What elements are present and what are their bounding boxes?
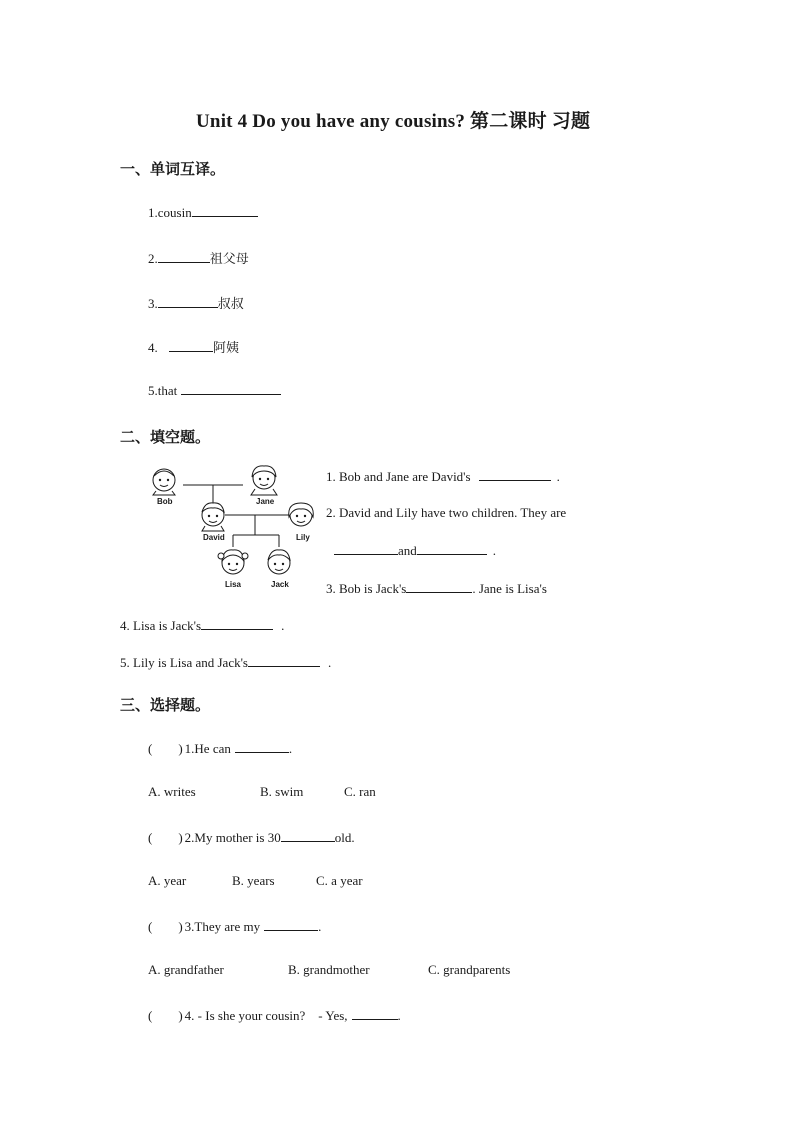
fill-question-2-continued xyxy=(334,542,496,559)
tree-label-lily: Lily xyxy=(296,533,310,542)
vocab-item-4-word: 阿姨 xyxy=(213,341,240,356)
answer-blank[interactable] xyxy=(281,829,335,842)
vocab-item-4-number: 4. xyxy=(148,340,161,355)
page-title: Unit 4 Do you have any cousins? 第二课时 习题 xyxy=(196,111,591,132)
fill-question-1-end: . xyxy=(556,469,560,484)
lisa-face-icon xyxy=(218,550,248,574)
answer-blank[interactable] xyxy=(248,654,320,667)
vocab-item-1 xyxy=(148,204,258,221)
vocab-item-3-word: 叔叔 xyxy=(217,297,244,312)
vocab-item-5 xyxy=(148,382,281,399)
fill-question-5-text: 5. Lily is Lisa and Jack's xyxy=(120,655,248,670)
tree-label-jack: Jack xyxy=(271,580,289,589)
choice-option-3c[interactable]: C. grandparents xyxy=(428,962,511,977)
choice-question-2-stem: 2.My mother is 30 xyxy=(184,830,281,845)
choice-option-3a[interactable]: A. grandfather xyxy=(148,962,224,977)
choice-question-3-stem: 3.They are my xyxy=(184,919,261,934)
answer-blank[interactable] xyxy=(264,918,318,931)
choice-question-2 xyxy=(148,829,355,846)
choice-option-3b[interactable]: B. grandmother xyxy=(288,962,370,977)
answer-blank[interactable] xyxy=(479,468,551,481)
choice-question-3 xyxy=(148,918,321,935)
answer-blank[interactable] xyxy=(201,617,273,630)
fill-question-2-and: and xyxy=(398,543,417,558)
vocab-item-4 xyxy=(148,337,239,356)
answer-paren[interactable]: ( ) xyxy=(148,830,183,845)
tree-label-jane: Jane xyxy=(256,497,275,506)
section-heading-choice: 三、选择题。 xyxy=(120,696,211,714)
choice-option-2c[interactable]: C. a year xyxy=(316,873,363,888)
fill-question-1 xyxy=(326,468,560,485)
answer-blank[interactable] xyxy=(158,250,210,263)
vocab-item-3-number: 3. xyxy=(148,296,158,311)
vocab-item-5-text: 5.that xyxy=(148,383,181,398)
answer-blank[interactable] xyxy=(181,382,281,395)
tree-label-lisa: Lisa xyxy=(225,580,242,589)
lily-face-icon xyxy=(289,503,314,526)
choice-option-1b[interactable]: B. swim xyxy=(260,784,304,799)
fill-question-2-end: . xyxy=(492,543,497,558)
choice-option-2b[interactable]: B. years xyxy=(232,873,275,888)
choice-option-2a[interactable]: A. year xyxy=(148,873,187,888)
choice-question-4-stem: 4. - Is she your cousin? - Yes, xyxy=(184,1008,348,1023)
choice-question-4 xyxy=(148,1007,401,1024)
choice-question-1-stem: 1.He can xyxy=(184,741,231,756)
answer-blank[interactable] xyxy=(158,295,218,308)
vocab-item-2-word: 祖父母 xyxy=(209,252,249,267)
fill-question-2-text: 2. David and Lily have two children. They are xyxy=(326,505,567,520)
vocab-item-2 xyxy=(148,248,249,267)
choice-question-1 xyxy=(148,740,292,757)
answer-paren[interactable]: ( ) xyxy=(148,741,183,756)
vocab-item-3 xyxy=(148,293,244,312)
fill-question-2 xyxy=(326,505,566,521)
vocab-item-2-number: 2. xyxy=(148,251,158,266)
choice-question-2-end: old. xyxy=(334,830,355,845)
choice-question-3-end: . xyxy=(318,919,322,934)
choice-option-1c[interactable]: C. ran xyxy=(344,784,376,799)
fill-question-1-text: 1. Bob and Jane are David's xyxy=(326,469,471,484)
fill-question-4 xyxy=(120,617,284,634)
fill-question-4-end: . xyxy=(281,618,285,633)
fill-question-4-text: 4. Lisa is Jack's xyxy=(120,618,202,633)
answer-blank[interactable] xyxy=(169,339,213,352)
jack-face-icon xyxy=(268,550,290,574)
choice-option-1a[interactable]: A. writes xyxy=(148,784,196,799)
section-heading-fill: 二、填空题。 xyxy=(120,428,211,446)
vocab-item-1-text: 1.cousin xyxy=(148,205,192,220)
choice-question-4-end: . xyxy=(397,1008,401,1023)
answer-paren[interactable]: ( ) xyxy=(148,1008,183,1023)
answer-blank[interactable] xyxy=(235,740,289,753)
tree-label-david: David xyxy=(203,533,225,542)
answer-blank[interactable] xyxy=(406,580,472,593)
david-face-icon xyxy=(202,503,224,531)
answer-blank[interactable] xyxy=(352,1007,398,1020)
fill-question-3-text: 3. Bob is Jack's xyxy=(326,581,407,596)
answer-blank[interactable] xyxy=(334,542,398,555)
answer-blank[interactable] xyxy=(192,204,258,217)
tree-label-bob: Bob xyxy=(157,497,173,506)
answer-paren[interactable]: ( ) xyxy=(148,919,183,934)
fill-question-3 xyxy=(326,580,547,597)
section-heading-vocab: 一、单词互译。 xyxy=(120,160,226,178)
fill-question-5-end: . xyxy=(328,655,332,670)
family-tree-illustration xyxy=(145,463,325,593)
jane-face-icon xyxy=(251,466,277,495)
fill-question-3-tail: . Jane is Lisa's xyxy=(472,581,547,596)
bob-face-icon xyxy=(153,469,175,495)
choice-question-1-end: . xyxy=(288,741,293,756)
answer-blank[interactable] xyxy=(417,542,487,555)
fill-question-5 xyxy=(120,654,331,671)
